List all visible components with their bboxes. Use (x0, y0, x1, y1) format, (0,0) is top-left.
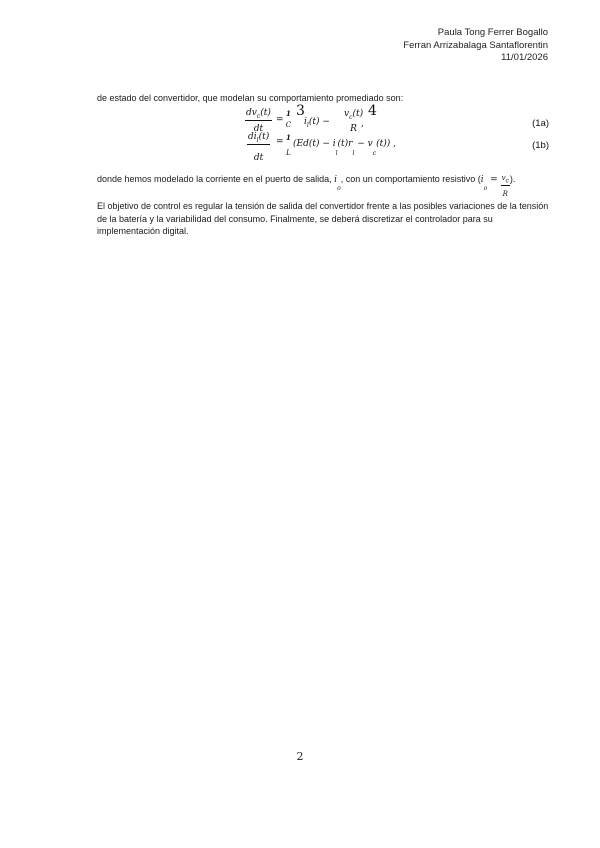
objective-paragraph: El objetivo de control es regular la tensión de salida del convertidor frente a las posibles variaciones de la tensión de la batería y la variabilidad del consumo. Finalmente, se deberá discretizar el controlador para su implementación digital. (97, 201, 549, 236)
eq1a-lhs-numerator: $dv_c(t)$ (246, 108, 271, 120)
eq1a-close-bracket: 4 (368, 103, 377, 119)
eq1a-comma: , (361, 119, 364, 129)
eq1a-lhs-fraction (245, 108, 272, 134)
equation-1a (97, 103, 549, 134)
eq1b-body: $(Ed(t) - i_l(t)r_l - v_c(t))$ , (293, 139, 397, 157)
eq1b-equals: = (276, 137, 284, 147)
header-date: 11/01/2026 (501, 52, 548, 63)
author-line-2: Ferran Arrizabalaga Santaflorentin (403, 39, 548, 51)
inline-relation: $i_o$ = $\frac{v_c}{R}$ (480, 174, 509, 199)
page-header (403, 27, 548, 65)
paragraph-text-end: ). (509, 174, 516, 184)
eq1b-lhs-fraction: $di_l(t)$ dt (248, 132, 270, 163)
output-current-paragraph (97, 173, 549, 198)
eq1a-term1: $i_l(t)$ − (304, 117, 330, 129)
eq1a-coefficient: 1 C (285, 109, 292, 129)
equation-number-1a: (1a) (532, 118, 549, 129)
inline-current-symbol: $i_o$ (334, 175, 341, 192)
equation-1b (97, 132, 549, 162)
equation-number-1b: (1b) (532, 140, 549, 151)
eq1a-inner-fraction: $v_c(t)$ R (344, 109, 364, 134)
intro-paragraph: de estado del convertidor, que modelan su comportamiento promediado son: (97, 93, 404, 103)
paragraph-text-before: donde hemos modelado la corriente en el puerto de salida, (97, 174, 332, 184)
eq1a-lhs-denominator: dt (253, 123, 264, 134)
eq1a-open-bracket: 3 (296, 103, 305, 119)
page-number: 2 (296, 750, 304, 763)
eq1b-coefficient: 1 L (286, 133, 291, 157)
author-line-1: Paula Tong Ferrer Bogallo (437, 27, 548, 38)
paragraph-text-mid: , con un comportamiento resistivo ( (340, 174, 481, 184)
eq1a-equals: = (276, 115, 284, 125)
